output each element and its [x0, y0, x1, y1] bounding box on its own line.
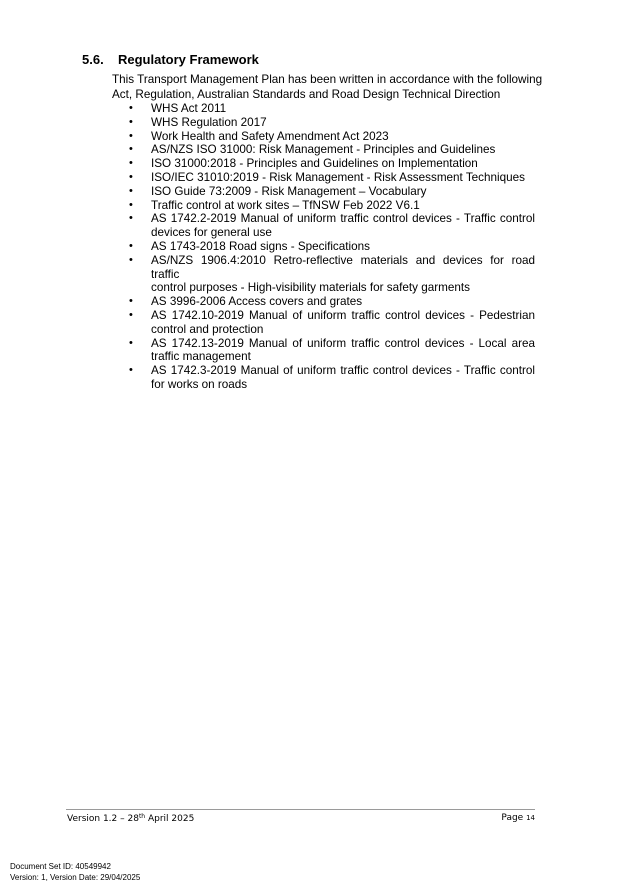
- list-item-text: AS 1743-2018 Road signs - Specifications: [151, 239, 370, 253]
- intro-paragraph: [112, 73, 543, 102]
- list-item: [112, 185, 535, 199]
- bullet-icon: •: [129, 129, 133, 142]
- list-item: [112, 171, 535, 185]
- footer-version: [67, 813, 194, 824]
- list-item-text: for works on roads: [151, 377, 248, 391]
- bullet-icon: •: [129, 102, 133, 114]
- list-item-text: WHS Act 2011: [151, 102, 227, 115]
- list-item-text: control and protection: [151, 322, 264, 336]
- footer-page-value: 14: [526, 814, 535, 822]
- list-item: [112, 364, 535, 392]
- bullet-icon: •: [129, 336, 133, 349]
- list-item-text: WHS Regulation 2017: [151, 115, 267, 129]
- bullet-icon: •: [129, 308, 133, 321]
- bullet-icon: •: [129, 295, 133, 308]
- section-number: 5.6.: [82, 52, 104, 67]
- intro-line: Act, Regulation, Australian Standards and Road Design Technical Direction: [112, 87, 501, 101]
- list-item-text: AS 1742.10-2019 Manual of uniform traffic control devices - Pedestrian: [151, 308, 535, 322]
- list-item: [112, 309, 535, 337]
- list-item: [112, 212, 535, 240]
- list-item-text: AS 1742.2-2019 Manual of uniform traffic control devices - Traffic control: [151, 212, 535, 226]
- document-meta: [10, 862, 140, 883]
- bullet-icon: •: [129, 198, 133, 211]
- bullet-icon: •: [129, 253, 133, 266]
- list-item-text: AS/NZS 1906.4:2010 Retro-reflective materials and devices for road traffic: [151, 253, 535, 281]
- bullet-icon: •: [129, 239, 133, 252]
- footer-divider: [66, 809, 535, 810]
- list-item-text: AS/NZS ISO 31000: Risk Management - Principles and Guidelines: [151, 143, 496, 157]
- intro-line: This Transport Management Plan has been written in accordance with the following: [112, 73, 543, 86]
- bullet-icon: •: [129, 212, 133, 225]
- bullet-icon: •: [129, 143, 133, 156]
- document-set-id: Document Set ID: 40549942: [10, 862, 111, 871]
- list-item: [112, 157, 535, 171]
- regulatory-list: [112, 102, 535, 392]
- footer-page-number: [501, 813, 535, 823]
- list-item: [112, 102, 535, 116]
- list-item-text: AS 3996-2006 Access covers and grates: [151, 295, 363, 309]
- list-item: [112, 130, 535, 144]
- list-item-text: ISO/IEC 31010:2019 - Risk Management - Risk Assessment Techniques: [151, 170, 525, 184]
- bullet-icon: •: [129, 115, 133, 128]
- list-item: [112, 337, 535, 365]
- list-item-text: Work Health and Safety Amendment Act 2023: [151, 129, 389, 143]
- list-item: [112, 199, 535, 213]
- list-item-text: ISO 31000:2018 - Principles and Guidelines on Implementation: [151, 157, 478, 171]
- list-item-text: devices for general use: [151, 226, 272, 240]
- bullet-icon: •: [129, 157, 133, 170]
- list-item-text: AS 1742.3-2019 Manual of uniform traffic control devices - Traffic control: [151, 364, 535, 378]
- section-title: Regulatory Framework: [118, 52, 259, 67]
- footer-version-suffix: April 2025: [145, 814, 195, 824]
- bullet-icon: •: [129, 364, 133, 377]
- list-item-text: Traffic control at work sites – TfNSW Feb 2022 V6.1: [151, 198, 420, 212]
- list-item-text: control purposes - High-visibility materials for safety garments: [151, 281, 470, 295]
- section-heading: [82, 52, 259, 67]
- bullet-icon: •: [129, 170, 133, 183]
- list-item: [112, 143, 535, 157]
- list-item-text: AS 1742.13-2019 Manual of uniform traffic control devices - Local area: [151, 336, 535, 350]
- list-item: [112, 254, 535, 295]
- footer-version-sup: th: [138, 813, 146, 820]
- footer-page-label: Page: [501, 813, 527, 823]
- list-item-text: ISO Guide 73:2009 - Risk Management – Vocabulary: [151, 184, 427, 198]
- footer-version-prefix: Version 1.2 – 28: [67, 814, 139, 824]
- list-item: [112, 240, 535, 254]
- list-item-text: traffic management: [151, 350, 251, 364]
- list-item: [112, 295, 535, 309]
- document-version-line: Version: 1, Version Date: 29/04/2025: [10, 872, 141, 882]
- list-item: [112, 116, 535, 130]
- bullet-icon: •: [129, 184, 133, 197]
